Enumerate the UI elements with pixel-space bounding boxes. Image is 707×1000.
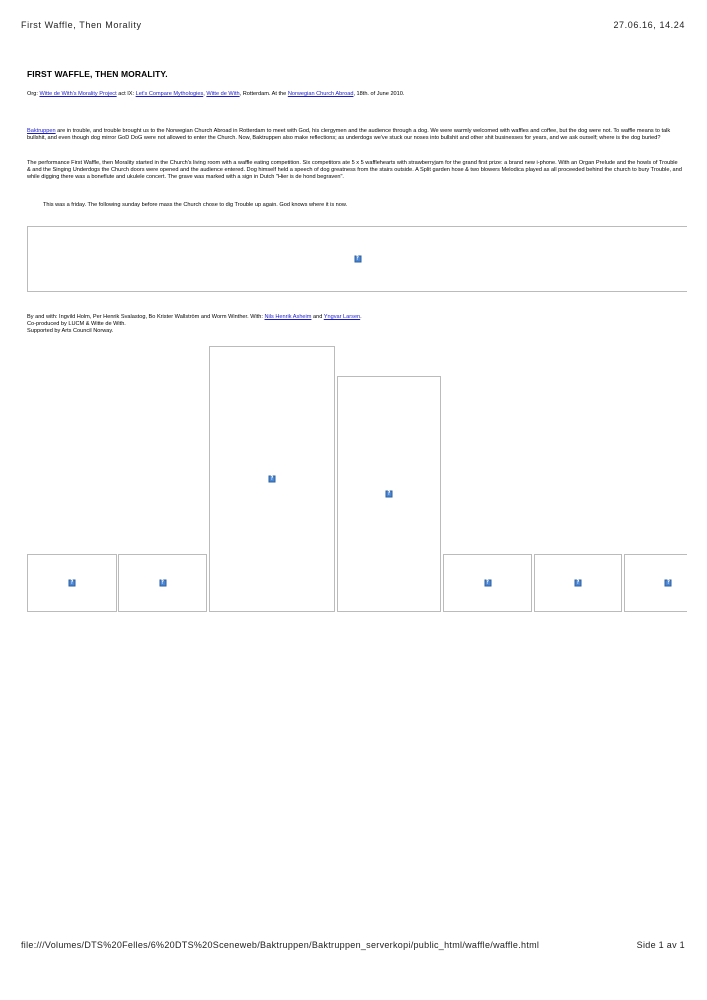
broken-image-icon: ? xyxy=(354,256,361,263)
link-baktruppen[interactable]: Baktruppen xyxy=(27,128,56,134)
print-footer-url: file:///Volumes/DTS%20Felles/6%20DTS%20Sceneweb/Baktruppen/Baktruppen_serverkopi/public_html/waffle/waffle.html xyxy=(21,940,540,950)
broken-image-icon: ? xyxy=(665,580,672,587)
gallery-image-4 xyxy=(337,376,441,612)
credits-line-1: By and with: Ingvild Holm, Per Henrik Svalastog, Bo Krister Wallström and Worm Winther. With: Nils Henrik Asheim and Yngvar Larsen. xyxy=(27,314,362,320)
broken-image-icon: ? xyxy=(69,580,76,587)
gallery-image-3 xyxy=(209,346,335,612)
credits xyxy=(27,314,362,335)
intro-paragraph: Baktruppen are in trouble, and trouble brought us to the Norwegian Church Abroad in Rotterdam to meet with God, his clergymen and the audience through a dog. We were warmly welcomed with waffles and coffee, but the dog were not. To waffle means to talk bullshit, and even though dog mirror GoD DoG were not allowed to enter the Church. Now, Baktruppen also make reflections; as underdogs we've stuck our noses into bullshit and other shit businesses for years, and we ask ourself; where is the dog buried? xyxy=(27,128,671,141)
link-norwegian-church-abroad[interactable]: Norwegian Church Abroad xyxy=(287,91,354,97)
print-footer xyxy=(21,940,685,952)
performance-paragraph: The performance First Waffle, then Morality started in the Church's living room with a waffle eating competition. Six competitors ate 5 x 5 wafflehearts with strawberryjam for the grand first prize: a brand new i-phone. With an Organ Prelude and the howls of Trouble & and the Singing Underdogs the Church doors were opened and the audience entered. Dog himself held a speech of dog greatness from the stairs outside. A Split garden hose & two blowers Melodica played as all proceeded behind the church to bury Trouble, and while digging there was a boneflute and ukulele concert. The grave was marked with a sign in Dutch "Hier is de hond begraven". xyxy=(27,160,682,180)
link-lets-compare-mythologies[interactable]: Let's Compare Mythologies xyxy=(135,91,204,97)
print-header-title: First Waffle, Then Morality xyxy=(21,20,142,30)
broken-image-icon: ? xyxy=(159,580,166,587)
page-title: FIRST WAFFLE, THEN MORALITY. xyxy=(27,69,168,79)
gallery-image-7 xyxy=(624,554,687,612)
link-yngvar-larsen[interactable]: Yngvar Larsen xyxy=(323,314,361,320)
credits-line-2: Co-produced by LUCM & Witte de With. xyxy=(27,321,126,327)
gallery-image-1 xyxy=(27,554,117,612)
credits-line-3: Supported by Arts Council Norway. xyxy=(27,328,114,334)
link-witte-de-with[interactable]: Witte de With xyxy=(206,91,240,97)
print-header xyxy=(21,20,685,32)
print-header-date: 27.06.16, 14.24 xyxy=(613,20,685,30)
org-line: Org: Witte de With's Morality Project act IX: Let's Compare Mythologies, Witte de With, Rotterdam. At the Norwegian Church Abroad, 18th. of June 2010. xyxy=(27,91,405,97)
broken-image-icon: ? xyxy=(386,491,393,498)
gallery-image-2 xyxy=(118,554,207,612)
banner-image xyxy=(27,226,687,292)
gallery-image-5 xyxy=(443,554,532,612)
broken-image-icon: ? xyxy=(484,580,491,587)
epilogue-paragraph: This was a friday. The following sunday before mass the Church chose to dig Trouble up again. God knows where it is now. xyxy=(43,202,348,208)
broken-image-icon: ? xyxy=(269,476,276,483)
link-witte-morality-project[interactable]: Witte de With's Morality Project xyxy=(39,91,117,97)
broken-image-icon: ? xyxy=(575,580,582,587)
print-footer-page: Side 1 av 1 xyxy=(636,940,685,950)
gallery-image-6 xyxy=(534,554,622,612)
link-nils-henrik-asheim[interactable]: Nils Henrik Asheim xyxy=(264,314,312,320)
